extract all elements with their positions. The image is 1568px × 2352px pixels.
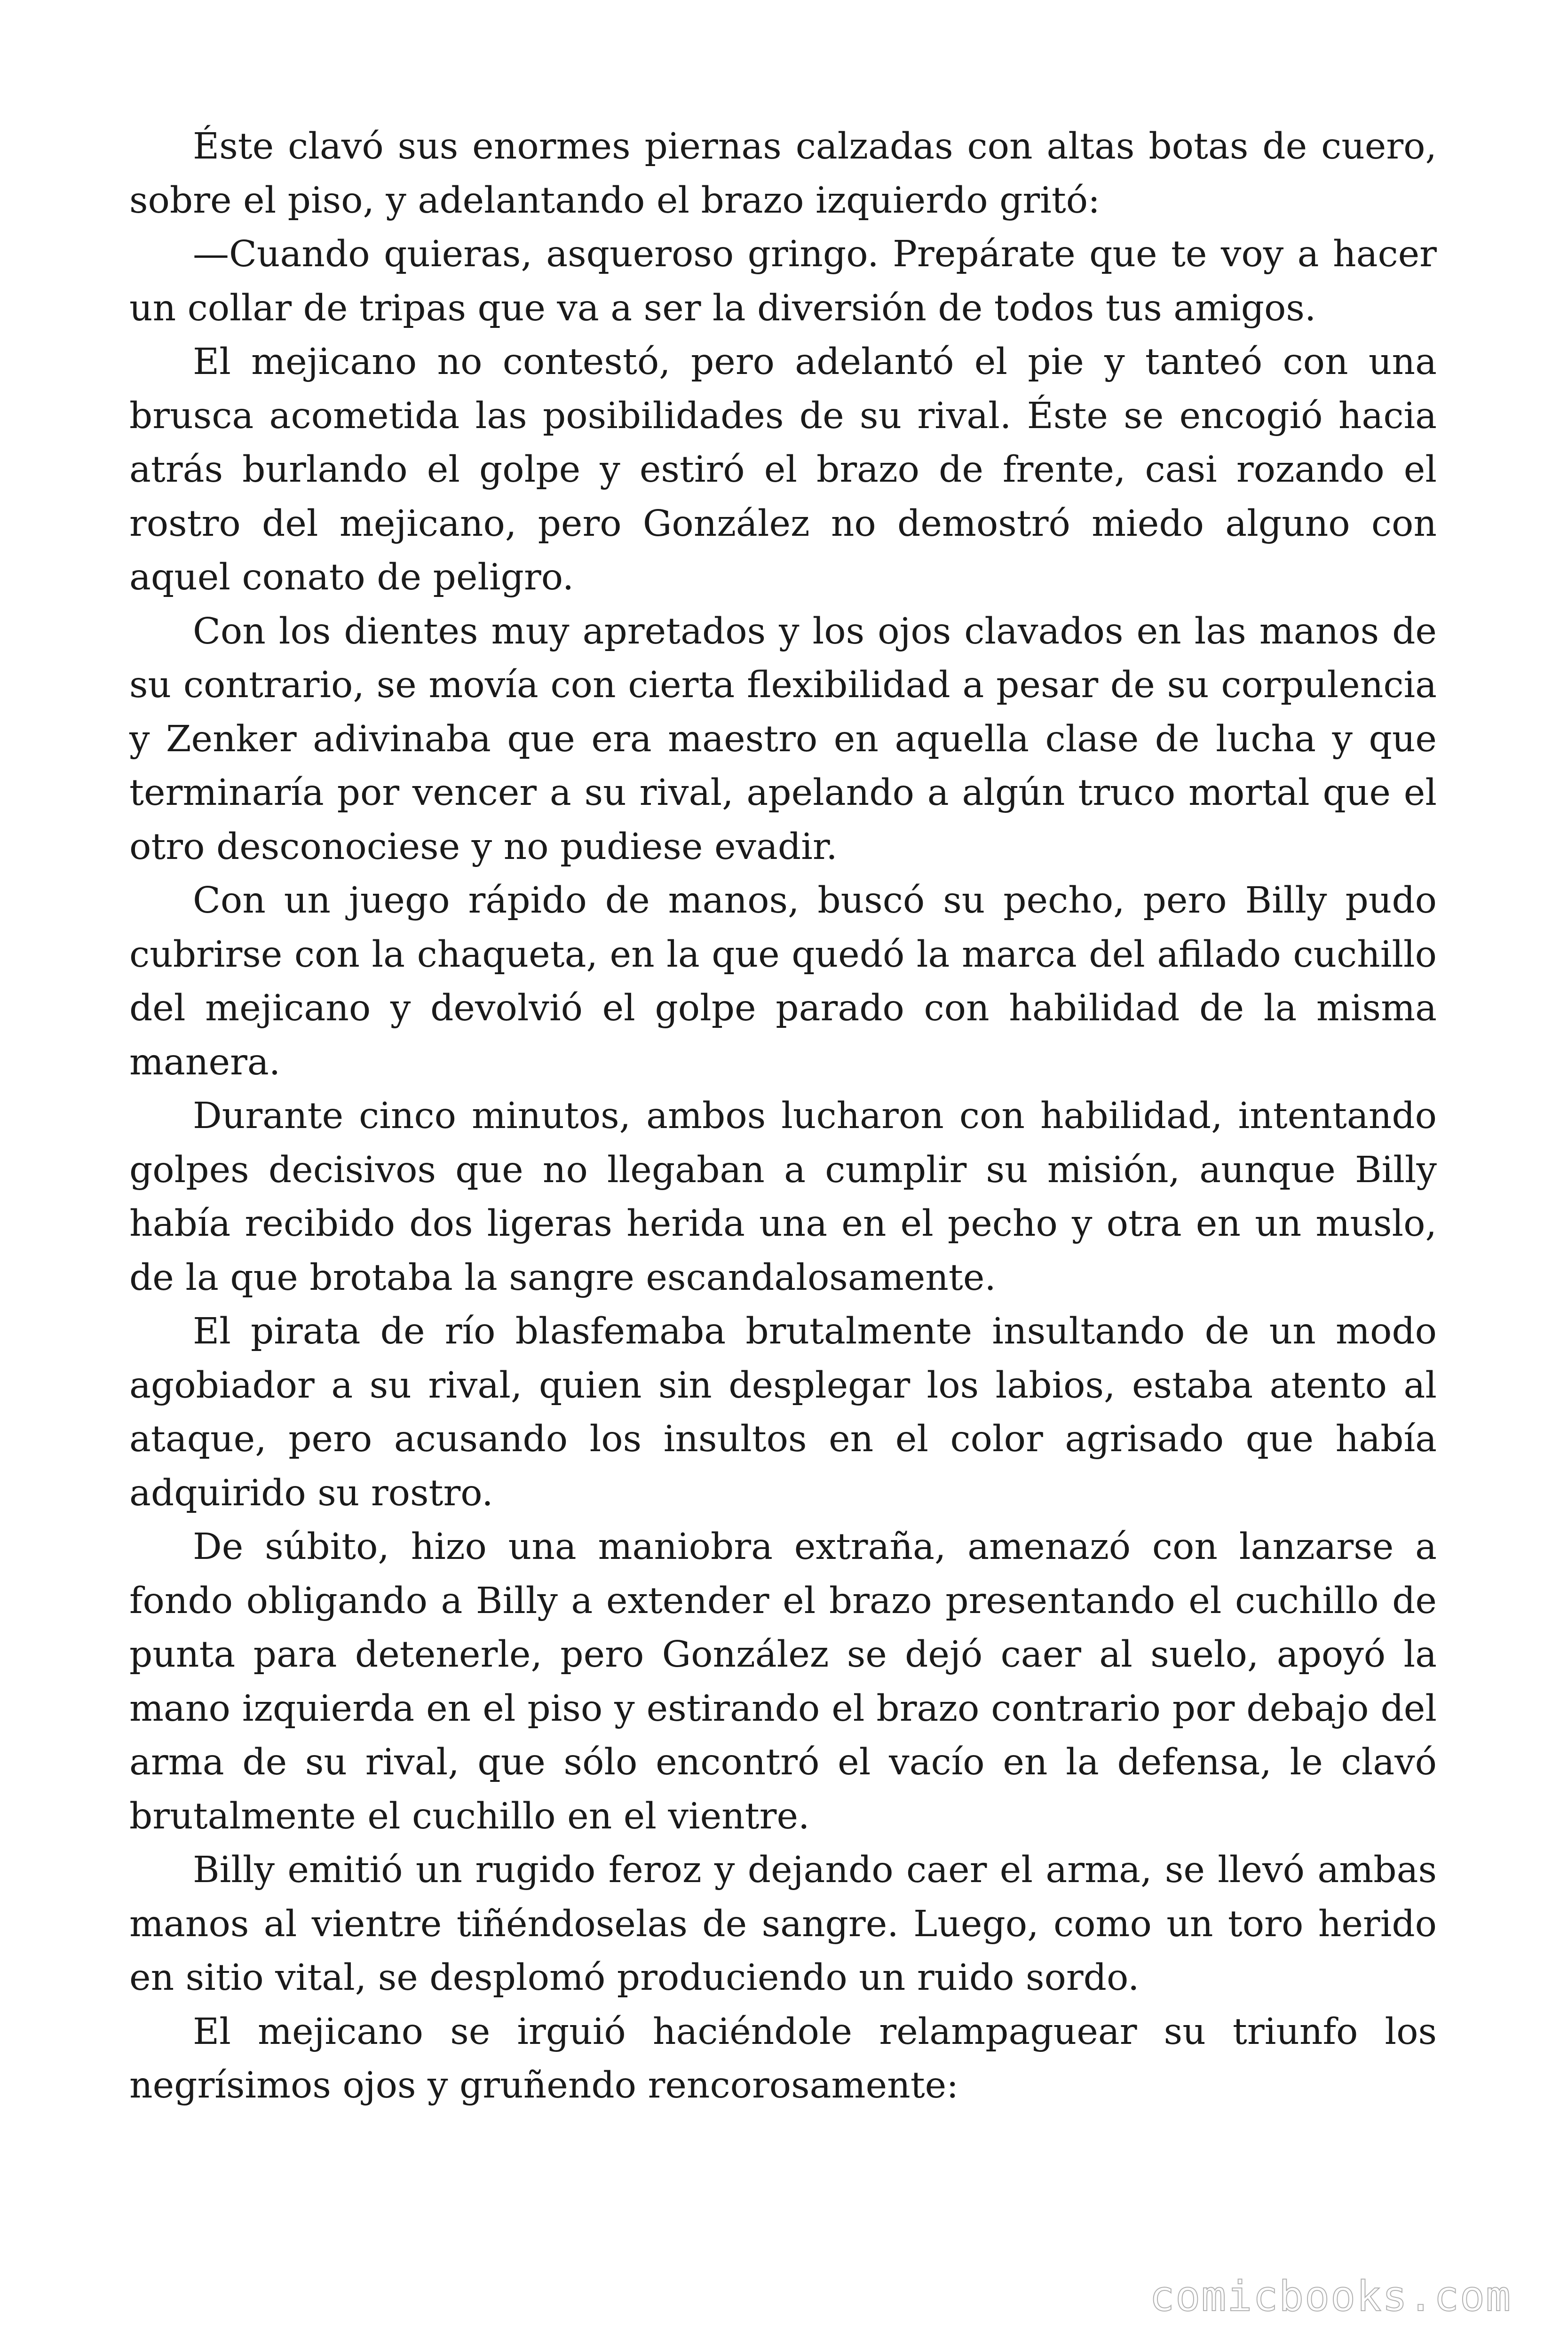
body-text: [129, 120, 1437, 2113]
paragraph: Con los dientes muy apretados y los ojos clavados en las manos de su contrario, se movía con cierta flexibilidad a pesar de su corpulencia y Zenker adivinaba que era maestro en aquella clase de lucha y que terminaría por vencer a su rival, apelando a algún truco mortal que el otro desconociese y no pudiese evadir.: [129, 610, 1437, 868]
paragraph: El mejicano no contestó, pero adelantó el pie y tanteó con una brusca acometida las posibilidades de su rival. Éste se encogió hacia atrás burlando el golpe y estiró el brazo de frente, casi rozando el rostro del mejicano, pero González no demostró miedo alguno con aquel conato de peligro.: [129, 341, 1437, 598]
paragraph: Con un juego rápido de manos, buscó su pecho, pero Billy pudo cubrirse con la chaqueta, en la que quedó la marca del afilado cuchillo del mejicano y devolvió el golpe parado con habilidad de la misma manera.: [129, 880, 1437, 1083]
paragraph: Éste clavó sus enormes piernas calzadas con altas botas de cuero, sobre el piso, y adelantando el brazo izquierdo gritó:: [129, 126, 1437, 222]
paragraph: El mejicano se irguió haciéndole relampaguear su triunfo los negrísimos ojos y gruñendo rencorosamente:: [129, 2010, 1437, 2106]
paragraph: —Cuando quieras, asqueroso gringo. Prepárate que te voy a hacer un collar de tripas que va a ser la diversión de todos tus amigos.: [129, 233, 1437, 329]
paragraph: Billy emitió un rugido feroz y dejando caer el arma, se llevó ambas manos al vientre tiñéndoselas de sangre. Luego, como un toro herido en sitio vital, se desplomó produciendo un ruido sordo.: [129, 1849, 1437, 1999]
paragraph: Durante cinco minutos, ambos lucharon con habilidad, intentando golpes decisivos que no llegaban a cumplir su misión, aunque Billy había recibido dos ligeras herida una en el pecho y otra en un muslo, de la que brotaba la sangre escandalosamente.: [129, 1095, 1437, 1299]
paragraph: De súbito, hizo una maniobra extraña, amenazó con lanzarse a fondo obligando a Billy a extender el brazo presentando el cuchillo de punta para detenerle, pero González se dejó caer al suelo, apoyó la mano izquierda en el piso y estirando el brazo contrario por debajo del arma de su rival, que sólo encontró el vacío en la defensa, le clavó brutalmente el cuchillo en el vientre.: [129, 1526, 1437, 1837]
watermark: comicbooks.com: [1149, 2272, 1512, 2320]
paragraph: El pirata de río blasfemaba brutalmente insultando de un modo agobiador a su rival, quien sin desplegar los labios, estaba atento al ataque, pero acusando los insultos en el color agrisado que había adquirido su rostro.: [129, 1311, 1437, 1514]
